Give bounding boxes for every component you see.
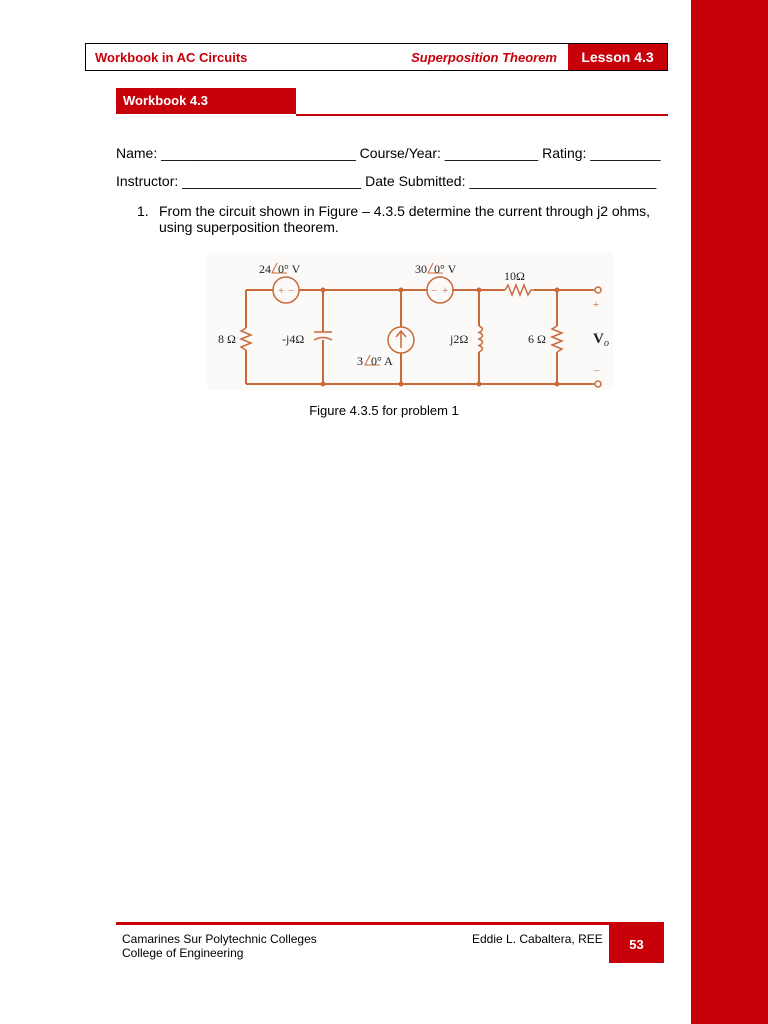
v2-unit: 0° V	[434, 262, 457, 276]
circuit-diagram	[207, 252, 613, 390]
footer-rule	[116, 922, 664, 925]
vo-minus: –	[594, 364, 600, 376]
v2-magnitude: 30	[415, 262, 427, 276]
i-magnitude: 3	[357, 354, 363, 368]
capacitor-label: -j4Ω	[282, 332, 305, 346]
form-line-name: Name: _________________________ Course/Year: ____________ Rating: _________	[116, 145, 661, 161]
header-topic: Superposition Theorem	[411, 50, 557, 65]
page-header	[85, 43, 668, 71]
resistor-8-ohm	[241, 328, 251, 350]
r-right-label: 6 Ω	[528, 332, 546, 346]
v2-plus-sign: +	[442, 285, 449, 297]
v1-magnitude: 24	[259, 262, 271, 276]
capacitor-plate-bottom	[314, 338, 332, 341]
figure-caption: Figure 4.3.5 for problem 1	[309, 403, 459, 418]
v2-minus-sign: −	[431, 285, 438, 297]
inductor-label: j2Ω	[450, 332, 469, 346]
resistor-10-ohm	[505, 285, 534, 295]
workbook-label: Workbook 4.3	[116, 88, 296, 114]
v1-unit: 0° V	[278, 262, 301, 276]
r-left-label: 8 Ω	[218, 332, 236, 346]
vo-plus: +	[593, 299, 600, 311]
circuit-figure	[207, 252, 613, 390]
problem-number: 1.	[137, 203, 149, 219]
workbook-rule	[296, 114, 668, 116]
v1-minus-sign: −	[288, 285, 295, 297]
header-course-title: Workbook in AC Circuits	[95, 50, 248, 65]
header-lesson-badge: Lesson 4.3	[568, 44, 667, 70]
resistor-6-ohm	[552, 326, 562, 352]
vo-subscript: o	[604, 338, 609, 349]
r-top-label: 10Ω	[504, 269, 525, 283]
form-line-instructor: Instructor: _______________________ Date Submitted: ________________________	[116, 173, 657, 189]
footer-author: Eddie L. Cabaltera, REE	[472, 932, 603, 946]
problem-text: From the circuit shown in Figure – 4.3.5 determine the current through j2 ohms, using superposition theorem.	[159, 203, 651, 235]
vo-label: V	[593, 331, 604, 347]
terminal-top	[595, 287, 601, 293]
voltage-source-24	[273, 277, 299, 303]
page-number: 53	[609, 925, 664, 963]
v1-plus-sign: +	[278, 285, 285, 297]
inductor-j2	[479, 326, 483, 352]
footer-college: College of Engineering	[122, 946, 244, 960]
red-side-bar	[691, 0, 768, 1024]
footer-school: Camarines Sur Polytechnic Colleges	[122, 932, 317, 946]
i-unit: 0° A	[371, 354, 393, 368]
terminal-bottom	[595, 381, 601, 387]
